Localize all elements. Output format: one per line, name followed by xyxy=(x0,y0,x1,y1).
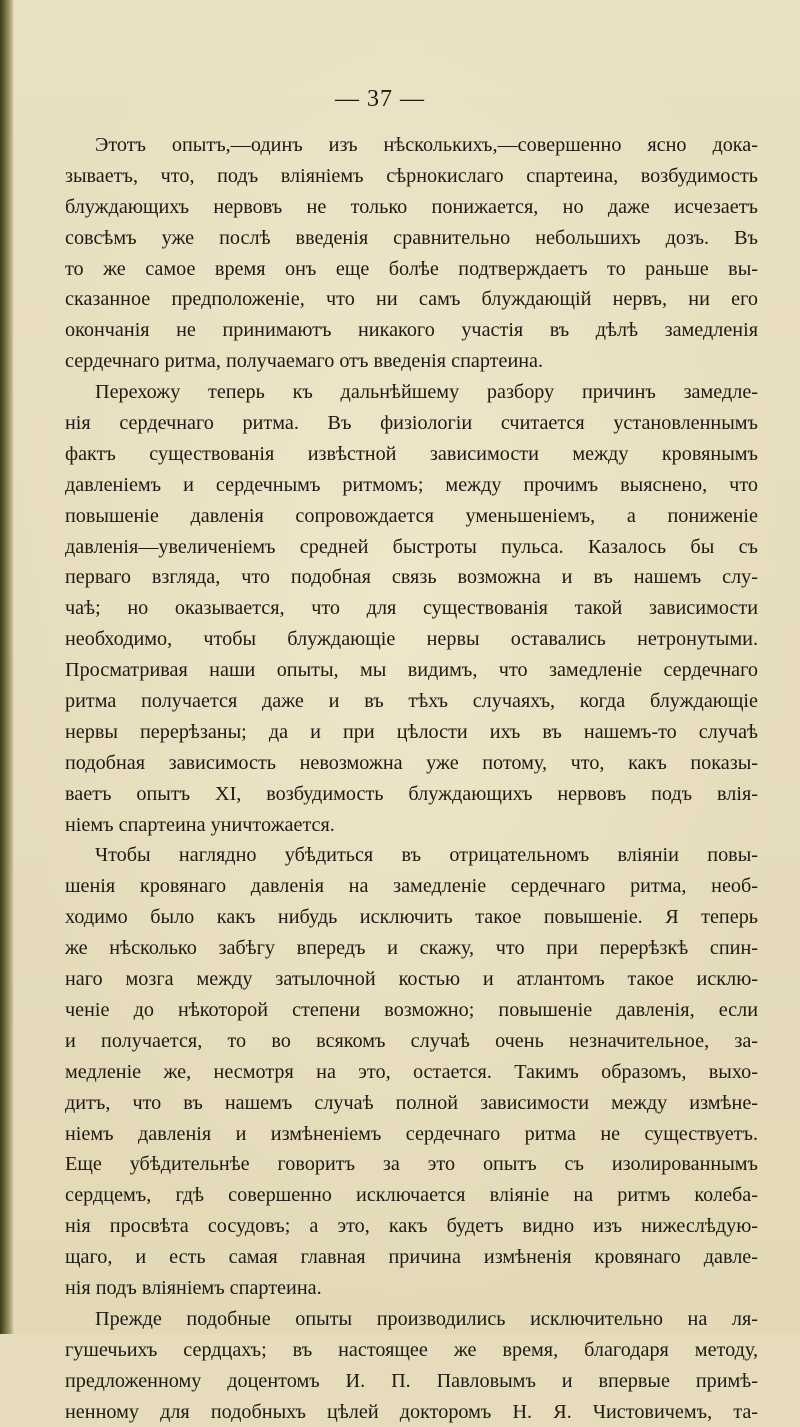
text-line: ненному для подобныхъ цѣлей докторомъ Н. Я. Чистовичемъ, та- xyxy=(65,1400,758,1423)
text-line: ченіе до нѣкоторой степени возможно; повышеніе давленія, если xyxy=(65,998,758,1021)
text-line: сказанное предположеніе, что ни самъ блуждающій нервъ, ни его xyxy=(65,288,758,311)
text-line: дитъ, что въ нашемъ случаѣ полной зависимости между измѣне- xyxy=(65,1091,758,1114)
text-line: давленія—увеличеніемъ средней быстроты пульса. Казалось бы съ xyxy=(65,535,758,558)
text-line: то же самое время онъ еще болѣе подтверждаетъ то раньше вы- xyxy=(65,257,758,280)
text-line: шенія кровянаго давленія на замедленіе сердечнаго ритма, необ- xyxy=(65,875,758,898)
page-binding-edge xyxy=(0,0,14,1334)
text-line: Просматривая наши опыты, мы видимъ, что замедленіе сердечнаго xyxy=(65,659,758,682)
text-line: сердцемъ, гдѣ совершенно исключается вліяніе на ритмъ колеба- xyxy=(65,1184,758,1207)
text-line: давленіемъ и сердечнымъ ритмомъ; между прочимъ выяснено, что xyxy=(65,473,758,496)
body-text xyxy=(65,130,758,1427)
text-line: необходимо, чтобы блуждающіе нервы оставались нетронутыми. xyxy=(65,628,758,651)
text-line: Перехожу теперь къ дальнѣйшему разбору причинъ замедле- xyxy=(95,381,758,404)
text-line: фактъ существованія извѣстной зависимости между кровянымъ xyxy=(65,442,758,465)
text-line: ходимо было какъ нибудь исключить такое повышеніе. Я теперь xyxy=(65,906,758,929)
text-line: же нѣсколько забѣгу впередъ и скажу, что при перерѣзкѣ спин- xyxy=(65,937,758,960)
text-line: повышеніе давленія сопровождается уменьшеніемъ, а пониженіе xyxy=(65,504,758,527)
text-line: Прежде подобные опыты производились исключительно на ля- xyxy=(95,1307,758,1330)
text-line: нія сердечнаго ритма. Въ физіологіи считается установленнымъ xyxy=(65,412,758,435)
text-line: ритма получается даже и въ тѣхъ случаяхъ, когда блуждающіе xyxy=(65,690,758,713)
text-line: нія просвѣта сосудовъ; а это, какъ будетъ видно изъ нижеслѣдую- xyxy=(65,1215,758,1238)
page-number: — 37 — xyxy=(335,86,425,112)
text-line: медленіе же, несмотря на это, остается. Такимъ образомъ, выхо- xyxy=(65,1060,758,1083)
text-line: перваго взгляда, что подобная связь возможна и въ нашемъ слу- xyxy=(65,566,758,589)
text-line: Этотъ опытъ,—одинъ изъ нѣсколькихъ,—совершенно ясно дока- xyxy=(95,134,758,156)
text-line: блуждающихъ нервовъ не только понижается, но даже исчезаетъ xyxy=(65,195,758,218)
text-line: Еще убѣдительнѣе говоритъ за это опытъ съ изолированнымъ xyxy=(65,1153,758,1176)
text-line: нія подъ вліяніемъ спартеина. xyxy=(65,1276,322,1299)
text-line: наго мозга между затылочной костью и атлантомъ такое исклю- xyxy=(65,968,758,991)
text-line: нервы перерѣзаны; да и при цѣлости ихъ въ нашемъ-то случаѣ xyxy=(65,720,758,743)
text-line: и получается, то во всякомъ случаѣ очень незначительное, за- xyxy=(65,1029,758,1052)
text-line: зываетъ, что, подъ вліяніемъ сѣрнокислаго спартеина, возбудимость xyxy=(65,164,758,187)
text-line: щаго, и есть самая главная причина измѣненія кровянаго давле- xyxy=(65,1246,758,1269)
text-line: подобная зависимость невозможна уже потому, что, какъ показы- xyxy=(65,751,758,774)
text-line: ніемъ спартеина уничтожается. xyxy=(65,813,335,836)
text-line: чаѣ; но оказывается, что для существованія такой зависимости xyxy=(65,597,758,620)
text-line: окончанія не принимаютъ никакого участія въ дѣлѣ замедленія xyxy=(65,319,758,342)
text-line: гушечьихъ сердцахъ; въ настоящее же время, благодаря методу, xyxy=(65,1338,758,1361)
text-line: предложенному доцентомъ И. П. Павловымъ и впервые примѣ- xyxy=(65,1369,758,1392)
text-line: ваетъ опытъ XI, возбудимость блуждающихъ нервовъ подъ влія- xyxy=(65,782,758,805)
text-line: совсѣмъ уже послѣ введенія сравнительно небольшихъ дозъ. Въ xyxy=(65,226,758,249)
text-line: сердечнаго ритма, получаемаго отъ введенія спартеина. xyxy=(65,350,544,373)
text-line: Чтобы наглядно убѣдиться въ отрицательномъ вліяніи повы- xyxy=(95,844,758,867)
text-line: ніемъ давленія и измѣненіемъ сердечнаго ритма не существуетъ. xyxy=(65,1122,758,1145)
